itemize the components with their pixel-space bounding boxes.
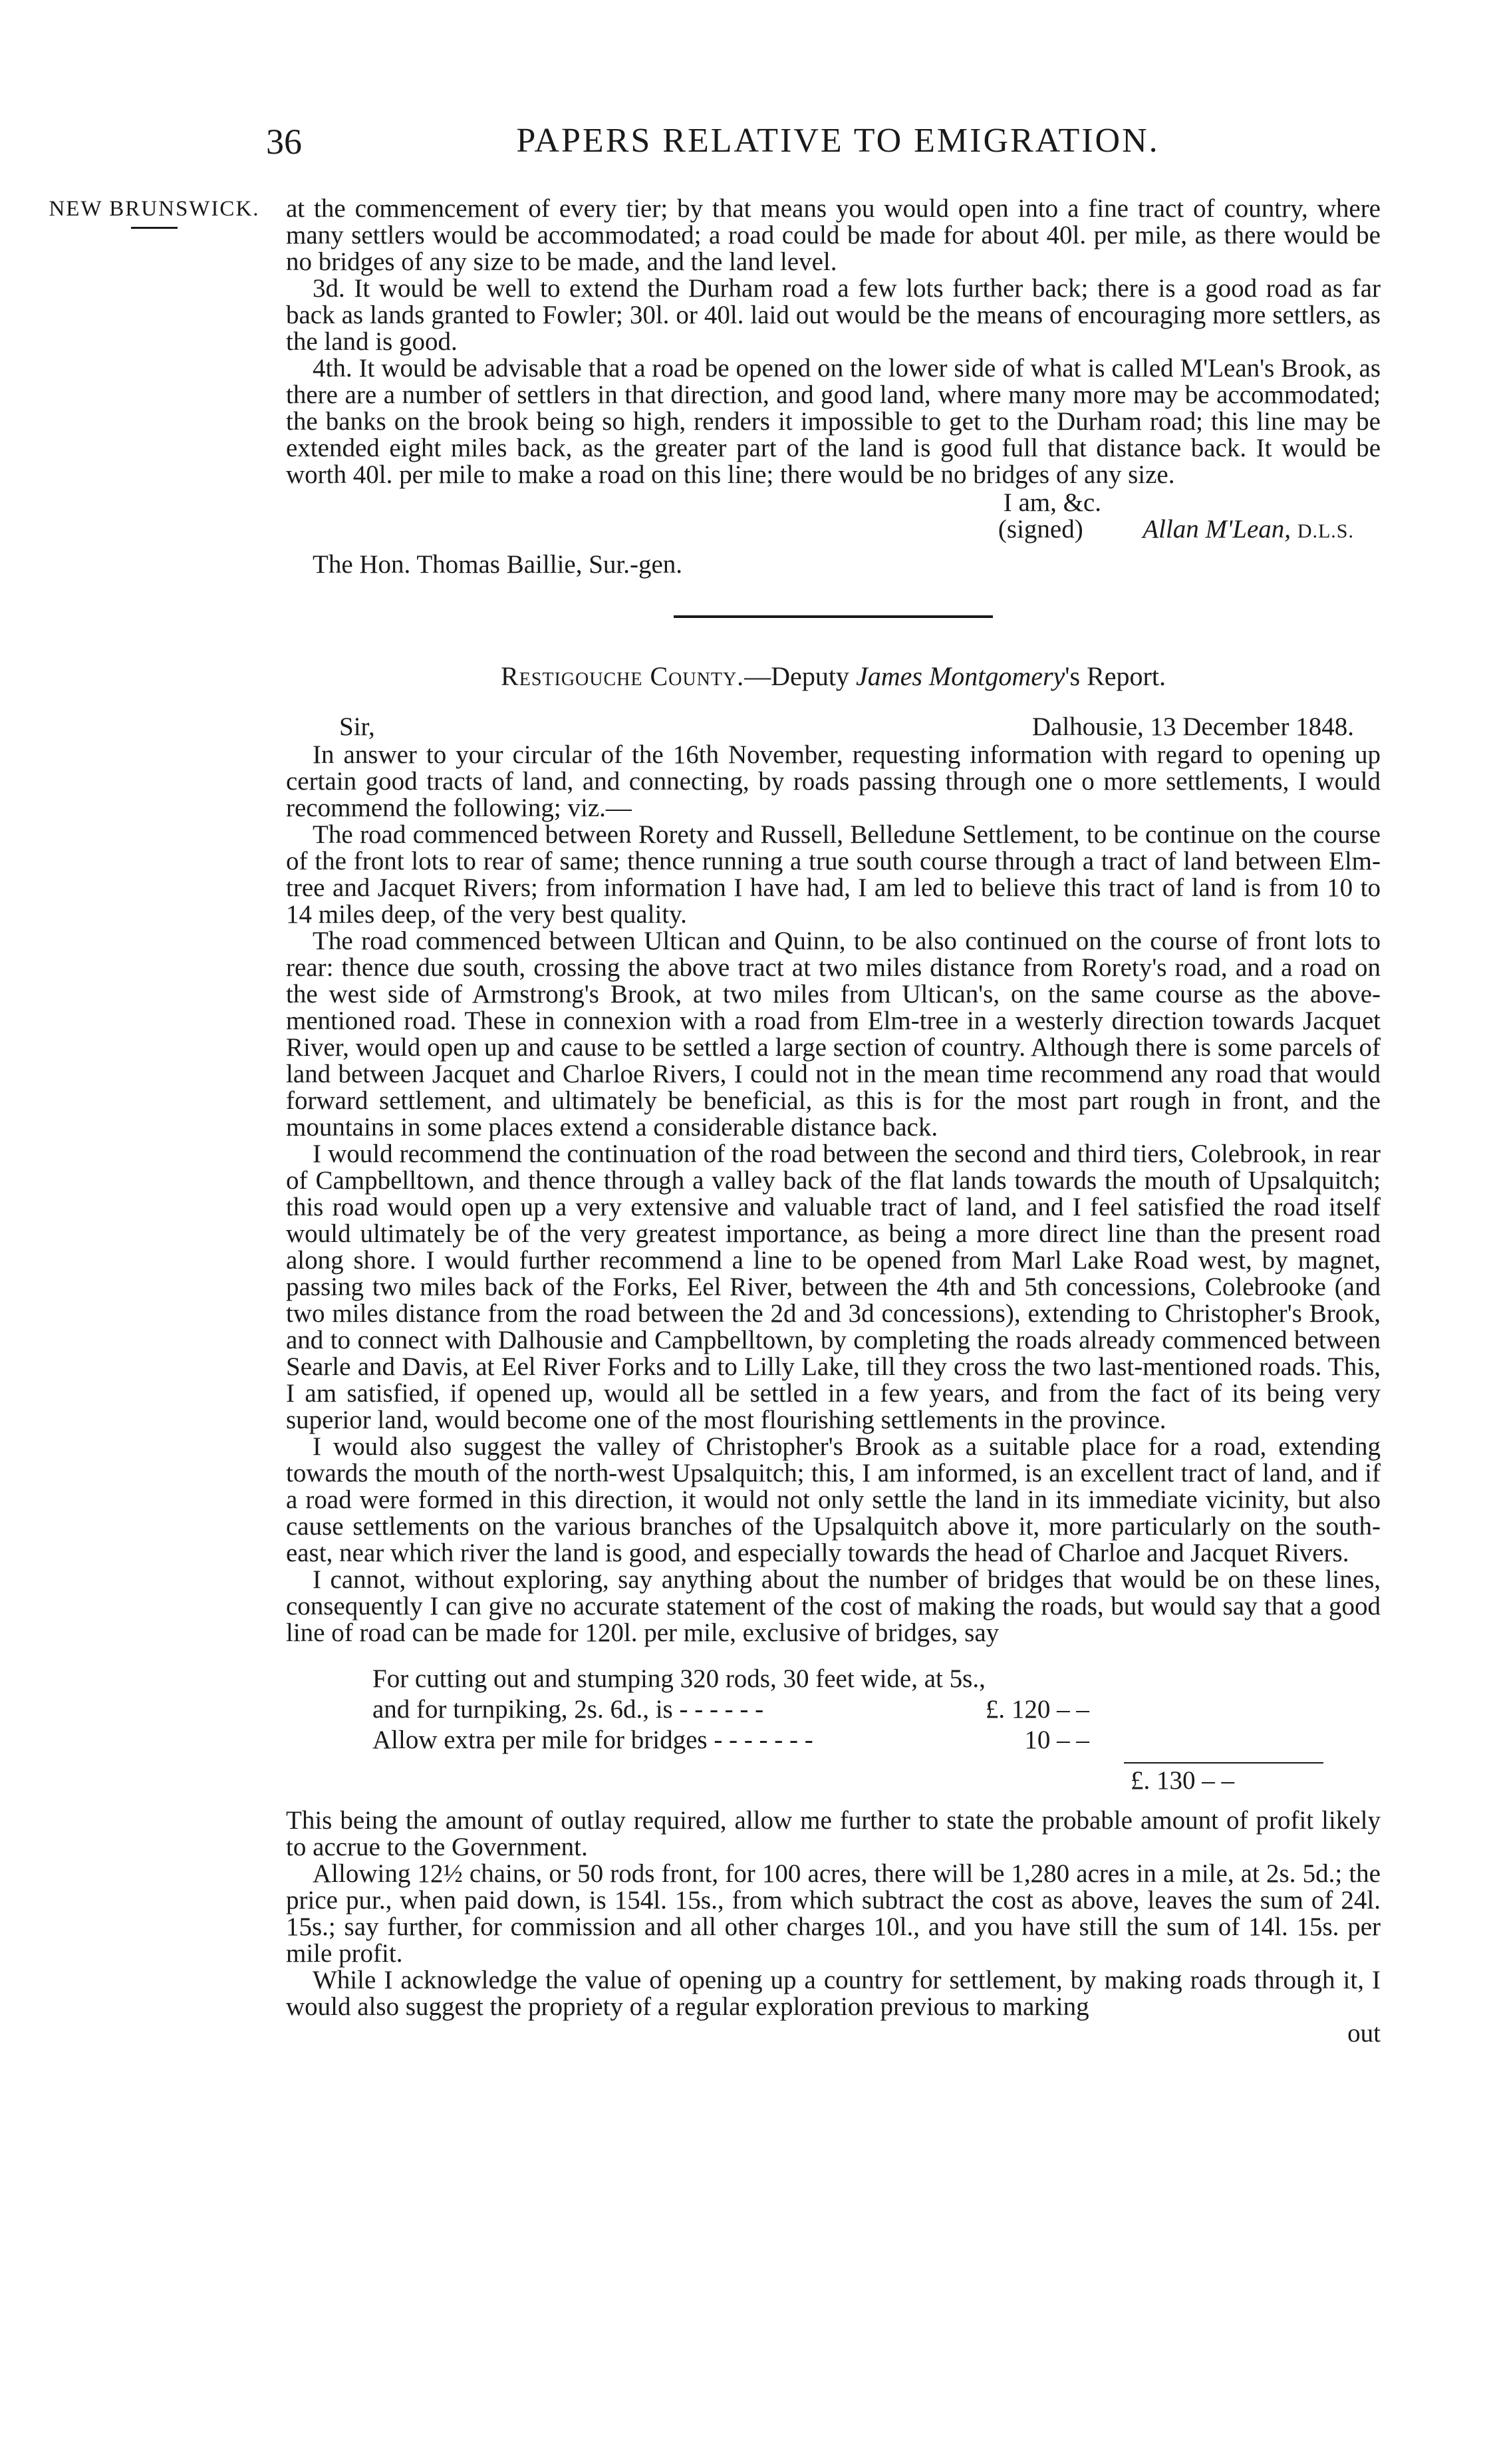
place-date: Dalhousie, 13 December 1848. — [1031, 712, 1354, 741]
margin-note — [48, 197, 261, 229]
cost-amount-3: 10 – – — [1024, 1726, 1089, 1754]
signed-label: (signed) — [998, 515, 1083, 543]
salutation-row — [286, 712, 1381, 742]
letter1-signature-line — [286, 516, 1381, 545]
letter1-closing: I am, &c. — [1003, 488, 1101, 517]
cost-line-3: Allow extra per mile for bridges - - - - - - - — [372, 1726, 813, 1754]
cost-line-1: For cutting out and stumping 320 rods, 30 feet wide, at 5s., — [372, 1664, 986, 1693]
report-paragraph-9: While I acknowledge the value of opening up a country for settlement, by making roads through it, I would also suggest the propriety of a regular exploration previous to marking — [286, 1966, 1381, 2021]
letter1-paragraph-2: 3d. It would be well to extend the Durham road a few lots further back; there is a good road as far back as lands granted to Fowler; 30l. or 40l. laid out would be the means of encouraging more settlers, as the land is good. — [286, 274, 1381, 356]
report-paragraph-3: The road commenced between Ultican and Quinn, to be also continued on the course of front lots to rear: thence due south, crossing the above tract at two miles distance from Rorety's road, and a road on the west side of Armstrong's Brook, at two miles from Ultican's, on the same course as the above-mentioned road. These in connexion with a road from Elm-tree in a westerly direction towards Jacquet River, would open up and cause to be settled a large section of country. Although there is some parcels of land between Jacquet and Charloe Rivers, I could not in the mean time recommend any road that would forward settlement, and ultimately be beneficial, as this is for the most part rough in front, and the mountains in some places extend a considerable distance back. — [286, 927, 1381, 1142]
report-paragraph-8: Allowing 12½ chains, or 50 rods front, for 100 acres, there will be 1,280 acres in a mile, at 2s. 5d.; the price pur., when paid down, is 154l. 15s., from which subtract the cost as above, leaves the sum of 24l. 15s.; say further, for commission and all other charges 10l., and you have still the sum of 14l. 15s. per mile profit. — [286, 1859, 1381, 1968]
heading-name: James Montgomery — [855, 661, 1065, 691]
heading-county: Restigouche County. — [501, 661, 745, 691]
heading-rest: 's Report. — [1065, 661, 1166, 691]
report-paragraph-7: This being the amount of outlay required, allow me further to state the probable amount of profit likely to accrue to the Government. — [286, 1806, 1381, 1861]
section-rule — [674, 615, 993, 618]
letter1-addressee: The Hon. Thomas Baillie, Sur.-gen. — [313, 550, 683, 579]
letter1-paragraph-3: 4th. It would be advisable that a road be opened on the lower side of what is called M'Lean's Brook, as there are a number of settlers in that direction, and good land, where many more may be accommodated; the banks on the brook being so high, renders it impossible to get to the Durham road; this line may be extended eight miles back, as the greater part of the land is good full that distance back. It would be worth 40l. per mile to make a road on this line; there would be no bridges of any size. — [286, 354, 1381, 489]
cost-row — [372, 1664, 1089, 1694]
salutation: Sir, — [339, 712, 375, 741]
running-title: PAPERS RELATIVE TO EMIGRATION. — [516, 122, 1160, 160]
letter1-paragraph-1: at the commencement of every tier; by that means you would open into a fine tract of country, where many settlers would be accommodated; a road could be made for about 40l. per mile, as there would be no bridges of any size to be made, and the land level. — [286, 194, 1381, 276]
page-body — [286, 196, 1381, 2047]
report-paragraph-6: I cannot, without exploring, say anything about the number of bridges that would be on these lines, consequently I can give no accurate statement of the cost of making the roads, but would say that a good line of road can be made for 120l. per mile, exclusive of bridges, say — [286, 1565, 1381, 1647]
catchword: out — [1347, 2019, 1381, 2048]
page-header — [266, 118, 1410, 172]
cost-row — [372, 1725, 1089, 1756]
report-heading — [286, 662, 1381, 691]
report-paragraph-1: In answer to your circular of the 16th November, requesting information with regard to opening up certain good tracts of land, and connecting, by roads passing through one o more settlements, I would recommend the following; viz.— — [286, 740, 1381, 822]
cost-line-2: and for turnpiking, 2s. 6d., is - - - - - - — [372, 1695, 764, 1724]
cost-row — [372, 1694, 1089, 1725]
margin-note-text: NEW BRUNSWICK. — [49, 197, 260, 221]
cost-total: £. 130 – – — [1131, 1766, 1234, 1795]
signature-name: Allan M'Lean, — [1143, 515, 1291, 543]
signature-title: D.L.S. — [1297, 520, 1354, 542]
cost-table — [372, 1664, 1089, 1756]
cost-amount-2: £. 120 – – — [985, 1695, 1089, 1724]
report-paragraph-4: I would recommend the continuation of the road between the second and third tiers, Colebrook, in rear of Campbelltown, and thence through a valley back of the flat lands towards the mouth of Upsalquitch; this road would open up a very extensive and valuable tract of land, and I feel satisfied the road itself would ultimately be of the very greatest importance, as being a more direct line than the present road along shore. I would further recommend a line to be opened from Marl Lake Road west, by magnet, passing two miles back of the Forks, Eel River, between the 4th and 5th concessions, Colebrooke (and two miles distance from the road between the 2d and 3d concessions), extending to Christopher's Brook, and to connect with Dalhousie and Campbelltown, by completing the roads already commenced between Searle and Davis, at Eel River Forks and to Lilly Lake, till they cross the two last-mentioned roads. This, I am satisfied, if opened up, would all be settled in a few years, and from the fact of its being very superior land, would become one of the most flourishing settlements in the province. — [286, 1140, 1381, 1434]
page-number: 36 — [266, 122, 302, 162]
report-paragraph-2: The road commenced between Rorety and Russell, Belledune Settlement, to be continue on the course of the front lots to rear of same; thence running a true south course through a tract of land between Elm-tree and Jacquet Rivers; from information I have had, I am led to believe this tract of land is from 10 to 14 miles deep, of the very best quality. — [286, 820, 1381, 929]
heading-dash: —Deputy — [744, 661, 856, 691]
margin-divider — [131, 227, 178, 229]
report-paragraph-5: I would also suggest the valley of Christopher's Brook as a suitable place for a road, extending towards the mouth of the north-west Upsalquitch; this, I am informed, is an excellent tract of land, and if a road were formed in this direction, it would not only settle the land in its immediate vicinity, but also cause settlements on the various branches of the Upsalquitch above it, more particularly on the south-east, near which river the land is good, and especially towards the head of Charloe and Jacquet Rivers. — [286, 1432, 1381, 1567]
